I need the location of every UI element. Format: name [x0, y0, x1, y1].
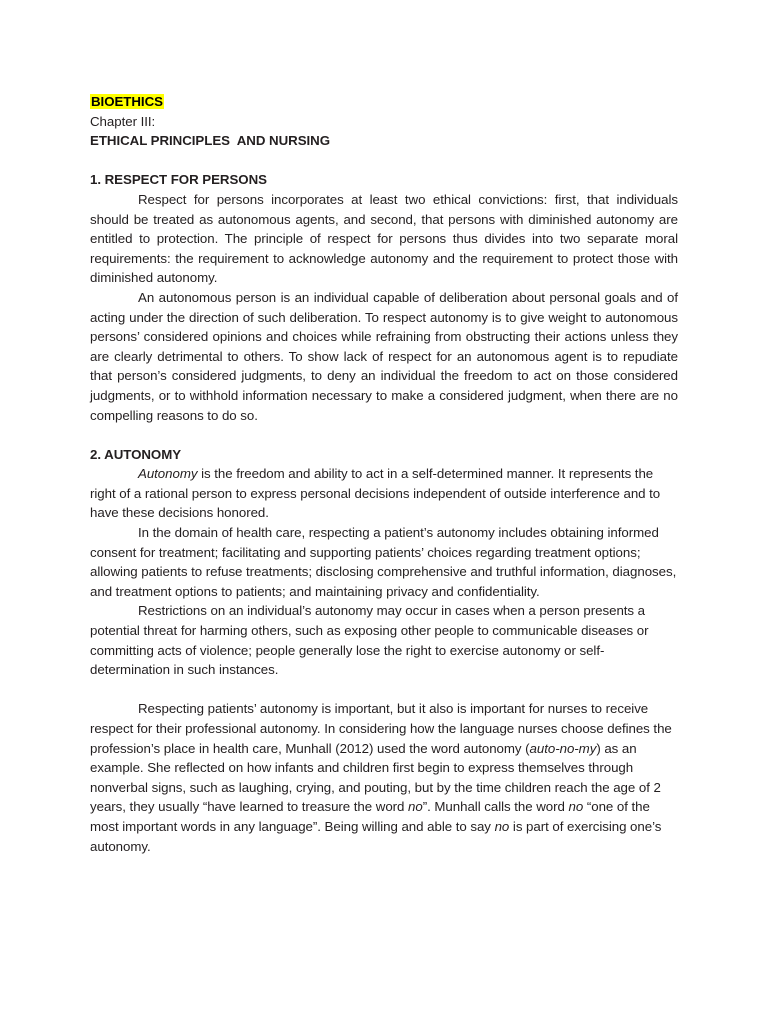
paragraph-munhall [90, 699, 678, 856]
munhall-italic-no-2: no [568, 799, 584, 815]
munhall-italic-no-3: no [494, 818, 510, 834]
spacer [90, 151, 678, 171]
section-heading-autonomy: 2. AUTONOMY [90, 446, 182, 462]
munhall-part1: Respecting patients’ autonomy is important, but it also is important for nurses to receive respect for their professional autonomy. In considering how the language nurses choose defines the profession’s place in health care, Munhall (2012) used the word autonomy ( [90, 701, 672, 756]
paragraph-autonomy-3: Restrictions on an individual’s autonomy may occur in cases when a person presents a potential threat for harming others, such as exposing other people to communicable diseases or committing acts of violence; people generally lose the right to exercise autonomy or self-determination in such instances. [90, 603, 649, 678]
paragraph-respect-1: Respect for persons incorporates at least two ethical convictions: first, that individuals should be treated as autonomous agents, and second, that persons with diminished autonomy are entitled to protection. The principle of respect for persons thus divides into two separate moral requirements: the requirement to acknowledge autonomy and the requirement to protect those with diminished autonomy. [90, 191, 678, 286]
munhall-part2: ) as an example. She reflected on how infants and children first begin to express themselves through nonverbal signs, such as laughing, crying, and pouting, but by the time children reach the age of 2 years, they usually “have learned to treasure the word [90, 740, 661, 815]
munhall-italic-autonomy-syllables: auto-no-my [529, 740, 597, 756]
document-subtitle: ETHICAL PRINCIPLES AND NURSING [90, 133, 331, 149]
document-chapter: Chapter III: [90, 113, 156, 129]
munhall-part3: ”. Munhall calls the word [422, 799, 569, 815]
section-heading-respect-for-persons: 1. RESPECT FOR PERSONS [90, 172, 267, 188]
autonomy-rest: is the freedom and ability to act in a self-determined manner. It represents the right of a rational person to express personal decisions independent of outside interference and to have these decisions honored. [90, 466, 661, 521]
spacer [90, 680, 678, 700]
spacer [90, 425, 678, 445]
munhall-part4: “one of the most important words in any language”. Being willing and able to say [90, 799, 650, 834]
paragraph-autonomy-2: In the domain of health care, respecting a patient’s autonomy includes obtaining informed consent for treatment; facilitating and supporting patients’ choices regarding treatment options; allowing patients to refuse treatments; disclosing comprehensive and truthful information, diagnoses, and treatment options to patients; and maintaining privacy and confidentiality. [90, 525, 677, 599]
document-title: BIOETHICS [91, 94, 163, 109]
munhall-italic-no-1: no [408, 799, 423, 815]
document-title-line [90, 92, 678, 112]
paragraph-autonomy-1 [90, 464, 678, 523]
munhall-part5: is part of exercising one’s autonomy. [90, 818, 662, 854]
document-body [90, 92, 678, 856]
autonomy-italic-lead: Autonomy [138, 466, 198, 482]
paragraph-respect-2: An autonomous person is an individual capable of deliberation about personal goals and of acting under the direction of such deliberation. To respect autonomy is to give weight to autonomous persons’ considered opinions and choices while refraining from obstructing their actions unless they are clearly detrimental to others. To show lack of respect for an autonomous agent is to repudiate that person’s considered judgments, to deny an individual the freedom to act on those considered judgments, or to withhold information necessary to make a considered judgment, when there are no compelling reasons to do so. [90, 289, 678, 423]
